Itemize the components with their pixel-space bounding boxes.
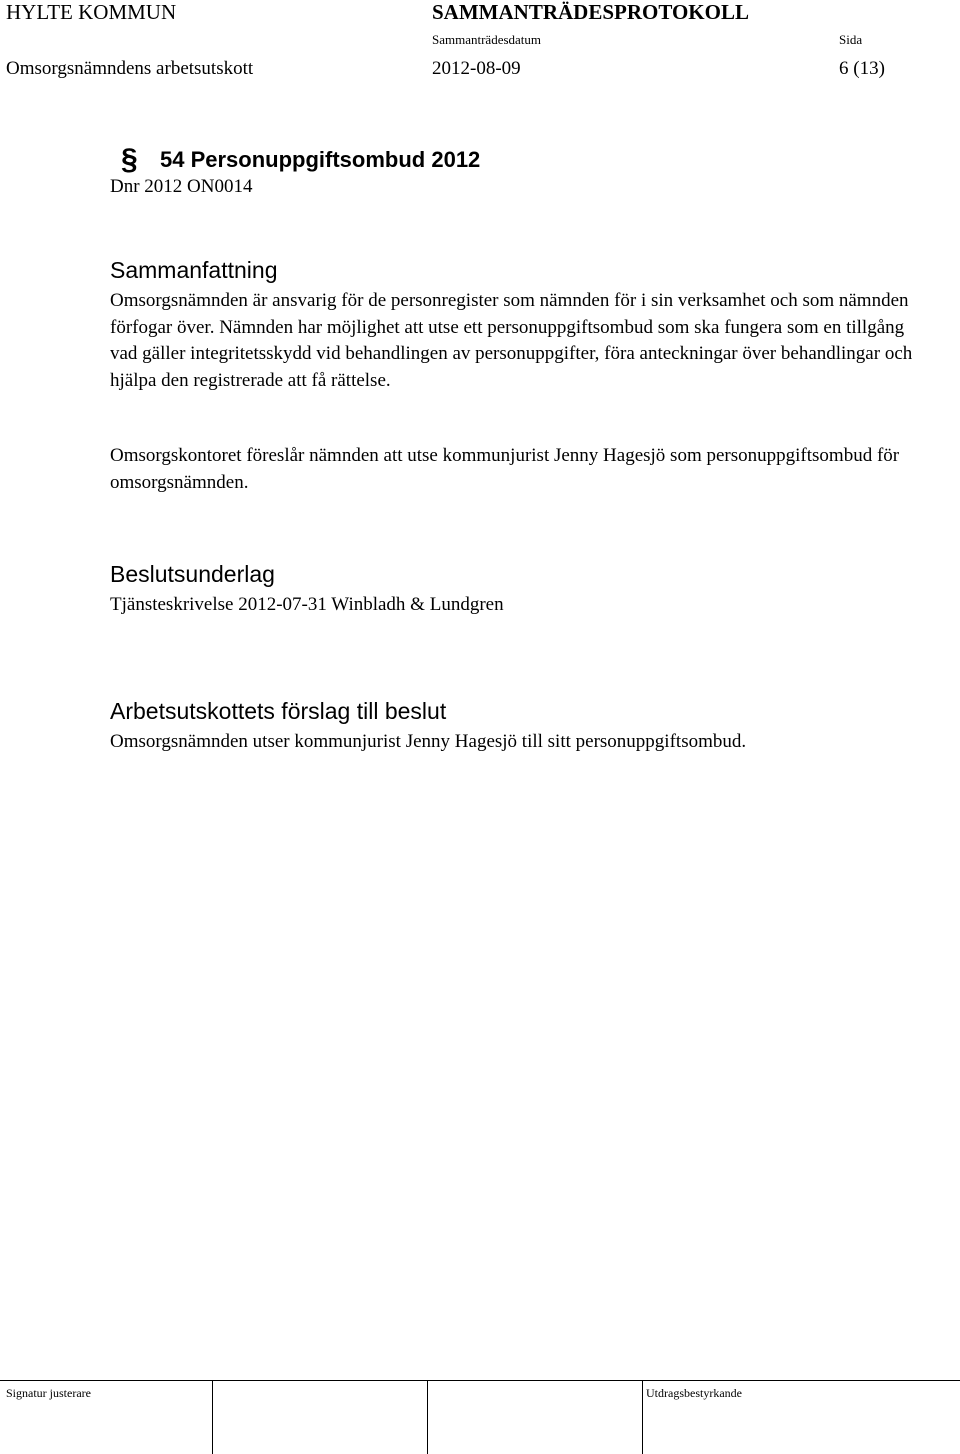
committee-name: Omsorgsnämndens arbetsutskott (6, 58, 254, 79)
date-label: Sammanträdesdatum (432, 32, 542, 47)
section-symbol: § (121, 143, 138, 176)
excerpt-label: Utdragsbestyrkande (646, 1386, 742, 1400)
footer-divider-3 (642, 1380, 643, 1454)
summary-paragraph-2: Omsorgskontoret föreslår nämnden att utse kommunjurist Jenny Hagesjö som personuppgiftsombud för omsorgsnämnden. (110, 445, 900, 493)
proposal-text: Omsorgsnämnden utser kommunjurist Jenny Hagesjö till sitt personuppgiftsombud. (110, 731, 747, 752)
diary-number: Dnr 2012 ON0014 (110, 176, 253, 197)
footer-top-rule (0, 1380, 960, 1381)
municipality-name: HYLTE KOMMUN (6, 0, 177, 24)
section-title: 54 Personuppgiftsombud 2012 (160, 147, 481, 172)
signature-label: Signatur justerare (6, 1386, 91, 1400)
page-number: 6 (13) (839, 58, 885, 79)
page-label: Sida (839, 32, 863, 47)
footer-divider-2 (427, 1380, 428, 1454)
proposal-heading: Arbetsutskottets förslag till beslut (110, 698, 447, 724)
document-type: SAMMANTRÄDESPROTOKOLL (432, 0, 749, 24)
basis-heading: Beslutsunderlag (110, 561, 275, 587)
summary-heading: Sammanfattning (110, 257, 278, 283)
meeting-date: 2012-08-09 (432, 58, 521, 79)
basis-text: Tjänsteskrivelse 2012-07-31 Winbladh & Lundgren (110, 594, 504, 615)
footer-divider-1 (212, 1380, 213, 1454)
summary-paragraph-1: Omsorgsnämnden är ansvarig för de personregister som nämnden för i sin verksamhet och som nämnden förfogar över. Nämnden har möjlighet att utse ett personuppgiftsombud som ska fungera som en tillgång vad gäller integritetsskydd vid behandlingen av personuppgifter, föra anteckningar över behandlingar och hjälpa den registrerade att få rättelse. (110, 290, 913, 391)
